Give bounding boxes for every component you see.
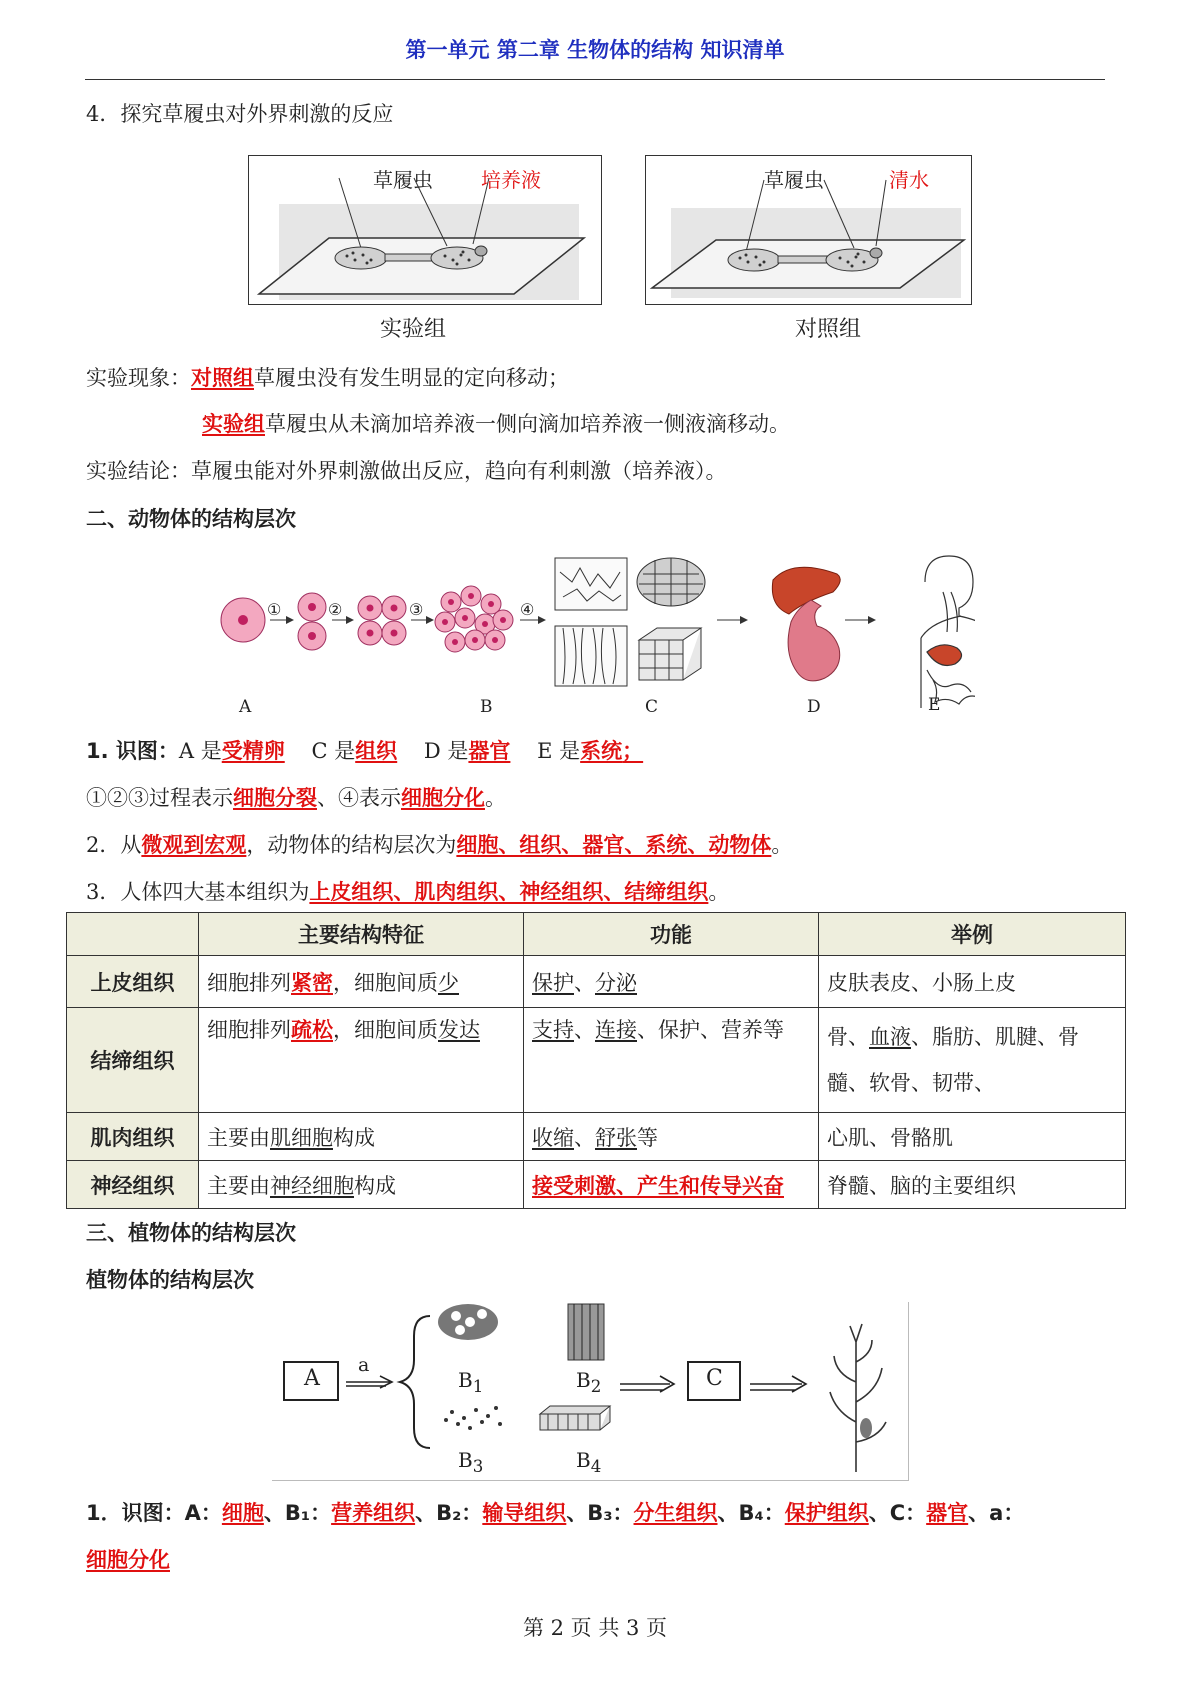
plant-answer-a2: 细胞分化 <box>86 1548 170 1572</box>
ex-text: 骨、 <box>827 1025 869 1049</box>
ctrl-label-paramecium: 草履虫 <box>764 168 824 192</box>
plant-q-prefix: 1．识图：A： <box>86 1501 222 1525</box>
plant-answer-c: 器官 <box>926 1501 969 1525</box>
q1-e-text: E 是 <box>537 739 581 763</box>
row-examples <box>819 1008 1126 1113</box>
animal-section-heading: 二、动物体的结构层次 <box>86 507 296 531</box>
q1-prefix: 1. 识图： <box>86 739 179 763</box>
q2-answer-2: 细胞、组织、器官、系统、动物体 <box>456 832 772 857</box>
q1-d-text: D 是 <box>423 739 469 763</box>
feat-text: 主要由 <box>207 1173 270 1198</box>
plant-c-pre: 、C： <box>868 1501 927 1525</box>
step-2-label: ② <box>328 600 343 619</box>
exp-group-caption: 实验组 <box>380 317 447 342</box>
phenomenon-prefix: 实验现象： <box>86 366 191 390</box>
plant-answer-b2: 输导组织 <box>482 1501 567 1525</box>
table-header-examples: 举例 <box>819 913 1126 956</box>
feat-underlined: 肌细胞 <box>270 1125 333 1150</box>
row-examples: 脊髓、脑的主要组织 <box>819 1161 1126 1209</box>
ctrl-group-caption: 对照组 <box>795 317 862 342</box>
plant-b4-pre: 、B₄： <box>717 1501 785 1525</box>
plant-label-b2 <box>576 1368 601 1396</box>
row-name: 结缔组织 <box>67 1008 199 1113</box>
b4-letter: B <box>576 1448 591 1472</box>
fig-label-a: A <box>239 697 252 717</box>
row-examples: 心肌、骨骼肌 <box>819 1113 1126 1161</box>
b1-letter: B <box>458 1368 473 1392</box>
b4-sub: 4 <box>590 1457 602 1476</box>
q1-a-text: A 是 <box>178 739 222 763</box>
func-key: 产生和传导兴奋 <box>637 1172 784 1198</box>
table-row <box>67 956 1126 1008</box>
phenomenon-exp-key: 实验组 <box>202 411 265 436</box>
row-function <box>524 1008 819 1113</box>
fig-label-d: D <box>807 697 821 717</box>
animal-hierarchy-figure <box>215 552 975 722</box>
plant-answer-b3: 分生组织 <box>633 1501 718 1525</box>
q3-end: 。 <box>708 880 730 904</box>
table-header-empty <box>67 913 199 956</box>
plant-answer-a: 细胞 <box>221 1501 264 1525</box>
tissue-table <box>66 912 1126 1209</box>
b3-sub: 3 <box>472 1457 484 1476</box>
phenomenon-line-2 <box>202 408 790 438</box>
step-1-label: ① <box>267 600 282 619</box>
b2-sub: 2 <box>590 1377 602 1396</box>
control-group-figure <box>645 155 972 305</box>
ex-text: 髓、软骨、韧带、 <box>827 1071 995 1095</box>
feat-key: 疏松 <box>291 1017 333 1042</box>
plant-subheading: 植物体的结构层次 <box>86 1268 254 1292</box>
experiment-group-figure <box>248 155 602 305</box>
plant-q1-line-2 <box>86 1544 170 1574</box>
q1b-answer-division: 细胞分裂 <box>233 785 317 810</box>
row-name: 神经组织 <box>67 1161 199 1209</box>
func-item: 舒张 <box>595 1125 637 1150</box>
table-header-features: 主要结构特征 <box>199 913 524 956</box>
q2-mid: ，动物体的结构层次为 <box>246 833 457 857</box>
plant-b2-pre: 、B₂： <box>415 1501 483 1525</box>
q1b-end: 。 <box>485 786 506 810</box>
feat-underlined: 发达 <box>438 1018 480 1042</box>
table-header-row <box>67 913 1126 956</box>
plant-label-b3 <box>458 1448 483 1476</box>
func-item: 分泌 <box>595 970 637 995</box>
step-4-label: ④ <box>520 600 535 619</box>
plant-hierarchy-figure <box>272 1302 909 1481</box>
plant-label-b4 <box>576 1448 601 1476</box>
q1-e-tail: ； <box>622 738 644 763</box>
plant-a2-pre: 、a： <box>968 1501 1025 1525</box>
plant-answer-b4: 保护组织 <box>784 1501 869 1525</box>
feat-text: 构成 <box>333 1125 375 1150</box>
feat-key: 紧密 <box>291 969 333 995</box>
func-item: 保护 <box>532 970 574 995</box>
step-3-label: ③ <box>409 600 424 619</box>
func-sep: 、 <box>616 1172 637 1198</box>
feat-text: 构成 <box>354 1173 396 1198</box>
plant-label-b1 <box>458 1368 483 1396</box>
animal-hierarchy-drawing <box>215 552 975 722</box>
page-header-title: 第一单元 第二章 生物体的结构 知识清单 <box>405 38 785 62</box>
b3-letter: B <box>458 1448 473 1472</box>
func-tail: 、保护、营养等 <box>637 1018 784 1042</box>
fig-label-b: B <box>480 697 493 717</box>
phenomenon-line-1 <box>86 362 569 392</box>
plant-label-c: C <box>706 1366 723 1391</box>
plant-label-a: A <box>304 1366 320 1391</box>
feat-underlined: 神经细胞 <box>270 1173 354 1198</box>
exp-label-paramecium: 草履虫 <box>373 168 433 192</box>
row-name: 上皮组织 <box>67 956 199 1008</box>
plant-answer-b1: 营养组织 <box>331 1501 416 1525</box>
q1b-pre: ①②③过程表示 <box>86 786 233 810</box>
func-item: 连接 <box>595 1018 637 1042</box>
func-sep: 、 <box>574 1018 595 1042</box>
phenomenon-exp-text: 草履虫从未滴加培养液一侧向滴加培养液一侧液滴移动。 <box>265 412 790 436</box>
table-row <box>67 1161 1126 1209</box>
plant-b3-pre: 、B₃： <box>566 1501 634 1525</box>
func-tail: 等 <box>637 1125 658 1150</box>
row-function <box>524 956 819 1008</box>
row-features <box>199 1113 524 1161</box>
fig-label-c: C <box>645 697 659 717</box>
func-key: 接受刺激 <box>532 1172 616 1198</box>
ex-underlined: 血液 <box>869 1025 911 1049</box>
q1-c-text: C 是 <box>311 739 356 763</box>
feat-underlined: 少 <box>438 970 459 995</box>
feat-text: 细胞排列 <box>207 1018 291 1042</box>
phenomenon-control-key: 对照组 <box>191 365 254 390</box>
plant-b1-pre: 、B₁： <box>263 1501 332 1525</box>
q1-d-answer: 器官 <box>468 738 511 763</box>
animal-q2-line <box>86 829 792 859</box>
row-features <box>199 1008 524 1113</box>
q2-end: 。 <box>771 833 793 857</box>
row-examples: 皮肤表皮、小肠上皮 <box>819 956 1126 1008</box>
row-function <box>524 1113 819 1161</box>
section4-heading: 4．探究草履虫对外界刺激的反应 <box>86 102 394 126</box>
feat-text: 细胞排列 <box>207 970 291 995</box>
feat-text: ，细胞间质 <box>333 1018 438 1042</box>
table-row <box>67 1008 1126 1113</box>
plant-section-heading: 三、植物体的结构层次 <box>86 1221 296 1245</box>
q1-c-answer: 组织 <box>355 738 398 763</box>
func-item: 支持 <box>532 1018 574 1042</box>
row-name: 肌肉组织 <box>67 1113 199 1161</box>
animal-q3-line <box>86 876 729 906</box>
exp-label-culture: 培养液 <box>481 168 541 192</box>
plant-arrow-a-label: a <box>358 1354 370 1376</box>
ex-text: 、脂肪、肌腱、骨 <box>911 1025 1079 1049</box>
conclusion-line: 实验结论：草履虫能对外界刺激做出反应，趋向有利刺激（培养液）。 <box>86 459 727 483</box>
func-item: 收缩 <box>532 1125 574 1150</box>
q1b-answer-differentiation: 细胞分化 <box>401 785 485 810</box>
row-features <box>199 1161 524 1209</box>
q3-pre: 3．人体四大基本组织为 <box>86 880 310 904</box>
table-header-function: 功能 <box>524 913 819 956</box>
func-sep: 、 <box>574 1125 595 1150</box>
feat-text: ，细胞间质 <box>333 970 438 995</box>
q1-e-answer: 系统 <box>580 738 623 763</box>
q2-pre: 2．从 <box>86 833 142 857</box>
plant-q1-line <box>86 1497 1024 1527</box>
ctrl-label-water: 清水 <box>889 168 929 192</box>
table-row <box>67 1113 1126 1161</box>
row-function <box>524 1161 819 1209</box>
phenomenon-control-text: 草履虫没有发生明显的定向移动； <box>254 366 569 390</box>
feat-text: 主要由 <box>207 1125 270 1150</box>
q2-answer-1: 微观到宏观 <box>141 832 247 857</box>
page-footer: 第 2 页 共 3 页 <box>522 1616 668 1640</box>
animal-q1-line <box>86 735 643 765</box>
q1-a-answer: 受精卵 <box>221 738 285 763</box>
b1-sub: 1 <box>472 1377 484 1396</box>
func-sep: 、 <box>574 970 595 995</box>
row-features <box>199 956 524 1008</box>
q1b-mid: 、④表示 <box>317 786 401 810</box>
animal-q1b-line <box>86 782 506 812</box>
b2-letter: B <box>576 1368 591 1392</box>
header-divider <box>85 79 1105 80</box>
q3-answer: 上皮组织、肌肉组织、神经组织、结缔组织 <box>309 879 709 904</box>
fig-label-e: E <box>928 695 941 715</box>
